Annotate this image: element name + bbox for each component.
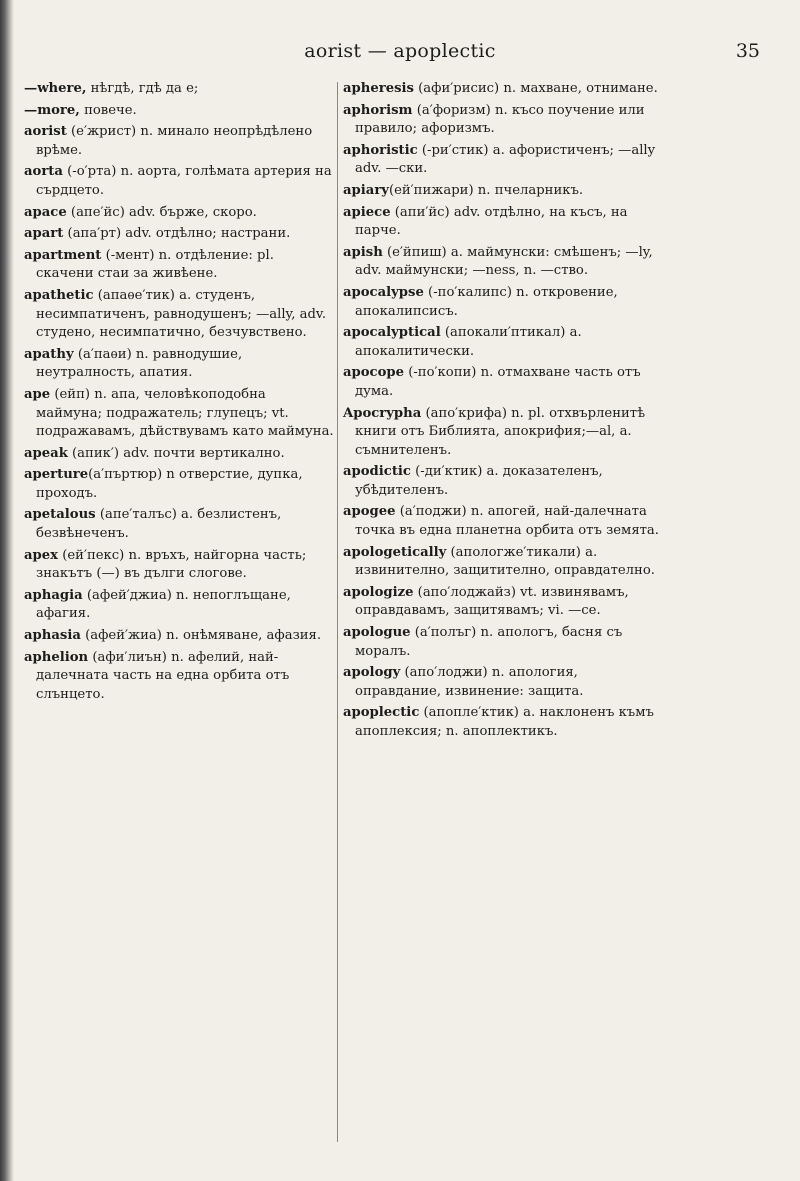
entry-headword: apathetic xyxy=(24,287,94,303)
dictionary-entry xyxy=(24,123,334,160)
dictionary-entry xyxy=(24,287,334,343)
entry-definition: (апе′йс) adv. бърже, скоро. xyxy=(66,204,257,220)
entry-headword: apologetically xyxy=(343,544,447,560)
entry-headword: apace xyxy=(24,204,67,220)
entry-headword: apoplectic xyxy=(343,705,420,721)
dictionary-entry xyxy=(24,386,334,442)
dictionary-entry xyxy=(343,204,661,241)
entry-definition: (апа′рт) adv. отдѣлно; настрани. xyxy=(63,226,291,242)
dictionary-entry xyxy=(343,364,661,401)
entry-headword: apocalyptical xyxy=(343,325,441,341)
dictionary-entry xyxy=(343,544,661,581)
entry-headword: apiece xyxy=(343,204,391,220)
entry-headword: apogee xyxy=(343,504,396,520)
entry-headword: —where, xyxy=(24,81,87,96)
dictionary-entry xyxy=(343,405,661,461)
entry-definition: (е′жрист) n. минало неопрѣдѣлено врѣме. xyxy=(36,124,313,158)
entry-definition: (афи′рисис) n. махване, отнимане. xyxy=(413,81,658,96)
dictionary-entry xyxy=(343,503,661,540)
entry-definition: (афи′лиън) n. афелий, най-далечната часть на една орбита отъ слънцето. xyxy=(36,649,290,702)
entry-headword: ape xyxy=(24,386,51,402)
dictionary-entry xyxy=(24,80,334,99)
entry-definition: (афей′жиа) n. онѣмяване, афазия. xyxy=(80,628,322,644)
entry-definition: (а′паѳи) n. равнодушие, неутралность, апатия. xyxy=(36,346,243,381)
entry-definition: повече. xyxy=(79,102,137,118)
entry-headword: apheresis xyxy=(343,81,414,96)
entry-headword: apologize xyxy=(343,584,414,600)
page-number: 35 xyxy=(735,40,760,62)
entry-headword: apocalypse xyxy=(343,284,424,300)
entry-definition: (-по′калипс) n. откровение, апокалипсисъ. xyxy=(355,284,618,319)
entry-definition: (апо′лоджи) n. апология, оправдание, извинение: защита. xyxy=(355,665,584,699)
entry-headword: apodictic xyxy=(343,464,411,480)
entry-headword: aphoristic xyxy=(343,142,418,158)
entry-headword: apology xyxy=(343,665,401,681)
entry-definition: (ейп) n. апа, человѣкоподобна маймуна; подражатель; глупецъ; vt. подражавамъ, дѣйствувамъ като маймуна. xyxy=(36,386,334,440)
entry-definition: (апологже′тикали) a. извинително, защитително, оправдателно. xyxy=(355,544,655,579)
dictionary-entry xyxy=(343,324,661,361)
dictionary-entry xyxy=(343,244,661,281)
entry-definition: (а′поджи) n. апогей, най-далечната точка въ една планетна орбита отъ земята. xyxy=(355,504,659,539)
entry-definition: (-ри′стик) a. афористиченъ; —ally adv. —ски. xyxy=(355,142,656,177)
entry-headword: aphagia xyxy=(24,587,83,603)
entry-definition: (а′пъртюр) n отверстие, дупка, проходъ. xyxy=(36,467,303,501)
dictionary-entry xyxy=(24,225,334,244)
dictionary-entry xyxy=(343,664,661,701)
dictionary-entry xyxy=(343,142,661,179)
left-column xyxy=(24,80,334,707)
entry-headword: apologue xyxy=(343,625,411,641)
dictionary-entry xyxy=(24,547,334,584)
entry-headword: apex xyxy=(24,547,59,563)
entry-definition: (е′йпиш) a. маймунски: смѣшенъ; —ly, adv. маймунски; —ness, n. —ство. xyxy=(355,244,653,279)
entry-definition: (апо′крифа) n. pl. отхвърленитѣ книги отъ Библията, апокрифия;—al, a. съмнителенъ. xyxy=(355,405,646,458)
entry-definition: (ей′пижари) n. пчеларникъ. xyxy=(388,182,584,198)
dictionary-entry xyxy=(343,624,661,661)
dictionary-entry xyxy=(24,247,334,284)
page-header xyxy=(40,40,760,68)
entry-definition: (а′форизм) n. късо поучение или правило; афоризмъ. xyxy=(355,102,645,137)
right-column xyxy=(343,80,661,745)
entry-headword: apiary xyxy=(343,182,389,198)
dictionary-entry xyxy=(24,102,334,121)
entry-headword: aphelion xyxy=(24,649,89,665)
entry-definition: (апопле′ктик) a. наклоненъ къмъ апоплексия; n. апоплектикъ. xyxy=(355,705,654,739)
entry-headword: aorta xyxy=(24,164,63,180)
entry-definition: (-по′копи) n. отмахване часть отъ дума. xyxy=(355,365,641,399)
entry-headword: apart xyxy=(24,226,64,242)
dictionary-entry xyxy=(343,284,661,321)
entry-definition: (апокали′птикал) a. апокалитически. xyxy=(355,325,582,359)
entry-definition: (апаѳе′тик) a. студенъ, несимпатиченъ, равнодушенъ; —ally, adv. студено, несимпатично, безчувствено. xyxy=(36,287,327,341)
entry-headword: Apocrypha xyxy=(343,405,422,421)
entry-headword: apeak xyxy=(24,445,68,461)
entry-definition: (ей′пекс) n. връхъ, найгорна часть; знакътъ (—) въ дълги слогове. xyxy=(36,547,307,582)
entry-definition: (апе′талъс) a. безлистенъ, безвѣнеченъ. xyxy=(36,507,282,542)
entry-definition: нѣгдѣ, гдѣ да е; xyxy=(86,81,199,96)
entry-headword: aphorism xyxy=(343,102,413,118)
dictionary-entry xyxy=(343,704,661,741)
dictionary-entry xyxy=(343,80,661,99)
page-title: aorist — apoplectic xyxy=(304,40,496,62)
book-binding-shadow xyxy=(0,0,14,1181)
entry-definition: (апо′лоджайз) vt. извинявамъ, оправдавамъ, защитявамъ; vi. —се. xyxy=(355,584,629,619)
dictionary-entry xyxy=(343,584,661,621)
dictionary-entry xyxy=(24,587,334,624)
entry-definition: (-мент) n. отдѣление: pl. скачени стаи за живѣене. xyxy=(36,247,274,282)
entry-headword: —more, xyxy=(24,102,80,118)
column-divider xyxy=(337,82,338,1142)
entry-definition: (апи′йс) adv. отдѣлно, на късъ, на парче. xyxy=(355,204,628,239)
dictionary-entry xyxy=(24,163,334,200)
entry-headword: aorist xyxy=(24,124,67,140)
entry-definition: (афей′джиа) n. непоглъщане, афагия. xyxy=(36,587,291,622)
entry-headword: apish xyxy=(343,244,383,260)
entry-definition: (а′полъг) n. апологъ, басня съ моралъ. xyxy=(355,625,623,659)
entry-headword: apathy xyxy=(24,346,74,362)
dictionary-entry xyxy=(24,649,334,705)
dictionary-entry xyxy=(343,102,661,139)
entry-headword: aperture xyxy=(24,467,89,483)
dictionary-entry xyxy=(343,463,661,500)
entry-definition: (апик′) adv. почти вертикално. xyxy=(67,445,285,461)
entry-definition: (-ди′ктик) a. доказателенъ, убѣдителенъ. xyxy=(355,464,603,498)
dictionary-entry xyxy=(24,204,334,223)
entry-definition: (-о′рта) n. аорта, голѣмата артерия на сърдцето. xyxy=(36,164,332,198)
entry-headword: apartment xyxy=(24,247,102,263)
dictionary-entry xyxy=(24,506,334,543)
dictionary-entry xyxy=(24,466,334,503)
entry-headword: apetalous xyxy=(24,507,96,523)
dictionary-entry xyxy=(24,627,334,646)
dictionary-entry xyxy=(24,445,334,464)
entry-headword: apocope xyxy=(343,365,404,381)
entry-headword: aphasia xyxy=(24,628,81,644)
dictionary-entry xyxy=(24,346,334,383)
dictionary-entry xyxy=(343,182,661,201)
